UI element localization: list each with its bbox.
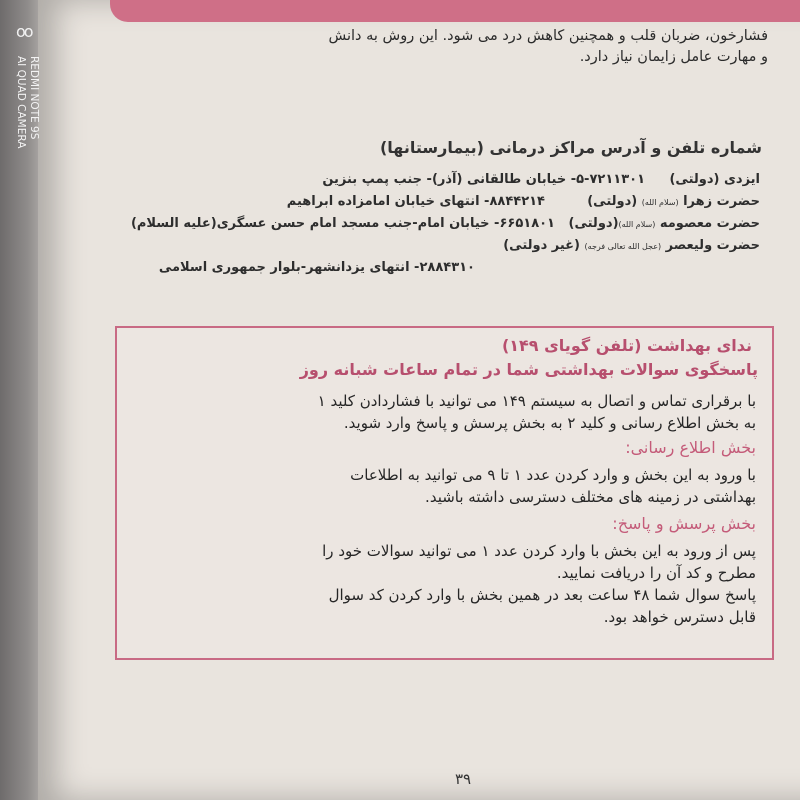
hospital-name: حضرت ولیعصر (عجل الله تعالی فرجه) (غیر دولتی) (503, 238, 760, 253)
box-title: ندای بهداشت (تلفن گویای ۱۴۹) (501, 336, 752, 355)
qa-section-text: پس از ورود به این بخش با وارد کردن عدد ۱ می توانید سوالات خود را مطرح و کد آن را دریافت نمایید. پاسخ سوال شما ۴۸ ساعت بعد در همین بخش با وارد کردن کد سوال قابل دسترس خواهد بود. (322, 542, 756, 626)
watermark-line1: REDMI NOTE 9S (28, 56, 40, 140)
hospital-name: حضرت زهرا (سلام الله) (دولتی) (587, 194, 760, 209)
hospitals-heading: شماره تلفن و آدرس مراکز درمانی (بیمارستانها) (379, 138, 762, 157)
intro-line: و مهارت عامل زایمان نیاز دارد. (579, 49, 768, 65)
section-heading-qa: بخش پرسش و پاسخ: (612, 514, 756, 533)
health-hotline-box (115, 326, 774, 660)
section-heading-info: بخش اطلاع رسانی: (625, 438, 756, 457)
camera-watermark (16, 22, 46, 192)
hospital-name: ایزدی (دولتی) (669, 172, 760, 187)
top-decorative-band (110, 0, 800, 22)
hospital-address: ۸۸۴۴۲۱۴- انتهای خیابان امامزاده ابراهیم (286, 194, 545, 209)
watermark-line2: AI QUAD CAMERA (15, 56, 27, 149)
intro-instructions: با برقراری تماس و اتصال به سیستم ۱۴۹ می توانید با فشاردادن کلید ۱ به بخش اطلاع رسانی و کلید ۲ به بخش پرسش و پاسخ وارد شوید. (317, 392, 756, 432)
hospital-row (70, 238, 760, 275)
hospital-address: ۵-۷۲۱۱۳۰۱- خیابان طالقانی (آذر)- جنب پمپ بنزین (322, 172, 645, 187)
box-subtitle: پاسخگوی سوالات بهداشتی شما در تمام ساعات شبانه روز (299, 360, 758, 379)
page-number: ۳۹ (455, 770, 472, 788)
hospital-name: حضرت معصومه (سلام الله)(دولتی) (568, 216, 760, 231)
hospital-row (70, 216, 760, 238)
intro-line: فشارخون، ضربان قلب و همچنین کاهش درد می شود. این روش به دانش (328, 28, 768, 44)
info-section-text: با ورود به این بخش و وارد کردن عدد ۱ تا ۹ می توانید به اطلاعات بهداشتی در زمینه های مختلف دسترسی داشته باشید. (350, 466, 756, 506)
camera-logo-icon: oo (16, 22, 32, 41)
hospital-row (70, 172, 760, 194)
hospital-row (70, 194, 760, 216)
intro-paragraph (128, 26, 768, 68)
hospital-address: ۶۶۵۱۸۰۱- خیابان امام-جنب مسجد امام حسن عسگری(علیه السلام) (130, 216, 555, 231)
watermark-text (14, 56, 40, 148)
hospital-address: ۲۸۸۴۳۱۰- انتهای یزدانشهر-بلوار جمهوری اسلامی (158, 260, 475, 275)
